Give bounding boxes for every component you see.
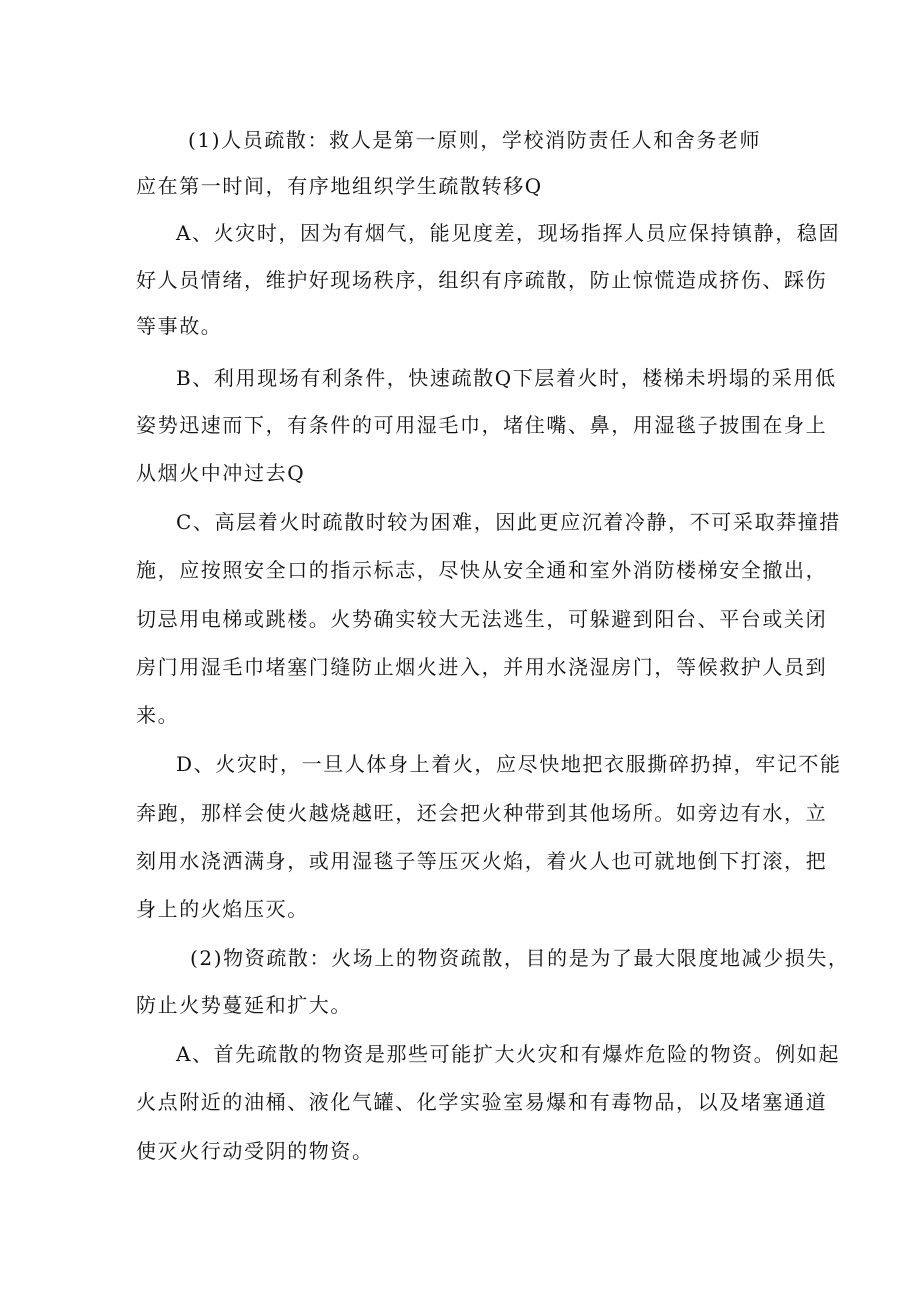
text-line: C、高层着火时疏散时较为困难，因此更应沉着冷静，不可采取莽撞措 — [176, 510, 841, 534]
text-line: 刻用水浇洒满身，或用湿毯子等压灭火焰，着火人也可就地倒下打滚，把 — [136, 849, 828, 873]
text-line: 房门用湿毛巾堵塞门缝防止烟火进入，并用水浇湿房门，等候救护人员到 — [136, 655, 828, 679]
text-line: 身上的火焰压灭。 — [136, 897, 309, 921]
text-line: 火点附近的油桶、液化气罐、化学实验室易爆和有毒物品，以及堵塞通道 — [136, 1090, 828, 1114]
text-line: (2)物资疏散：火场上的物资疏散，目的是为了最大限度地减少损失， — [190, 946, 850, 970]
text-line: B、利用现场有利条件，快速疏散Q下层着火时，楼梯未坍塌的采用低 — [176, 366, 837, 390]
text-line: 应在第一时间，有序地组织学生疏散转移Q — [136, 174, 543, 198]
text-line: 奔跑，那样会使火越烧越旺，还会把火种带到其他场所。如旁边有水，立 — [136, 801, 828, 825]
text-line: A、首先疏散的物资是那些可能扩大火灾和有爆炸危险的物资。例如起 — [176, 1042, 841, 1066]
text-line: 等事故。 — [136, 314, 223, 338]
text-line: 来。 — [136, 703, 180, 727]
text-line: 使灭火行动受阴的物资。 — [136, 1139, 374, 1163]
text-line: D、火灾时，一旦人体身上着火，应尽快地把衣服撕碎扔掉，牢记不能 — [176, 752, 842, 776]
text-line: 姿势迅速而下，有条件的可用湿毛巾，堵住嘴、鼻，用湿毯子披围在身上 — [136, 413, 828, 437]
text-line: 从烟火中冲过去Q — [136, 461, 306, 485]
text-line: 好人员情绪，维护好现场秩序，组织有序疏散，防止惊慌造成挤伤、踩伤 — [136, 268, 828, 292]
text-line: (1)人员疏散：救人是第一原则，学校消防责任人和舍务老师 — [188, 128, 762, 152]
text-line: 施，应按照安全口的指示标志，尽快从安全通和室外消防楼梯安全撤出， — [136, 558, 828, 582]
text-line: A、火灾时，因为有烟气，能见度差，现场指挥人员应保持镇静，稳固 — [176, 221, 841, 245]
text-line: 防止火势蔓延和扩大。 — [136, 993, 352, 1017]
text-line: 切忌用电梯或跳楼。火势确实较大无法逃生，可躲避到阳台、平台或关闭 — [136, 607, 828, 631]
